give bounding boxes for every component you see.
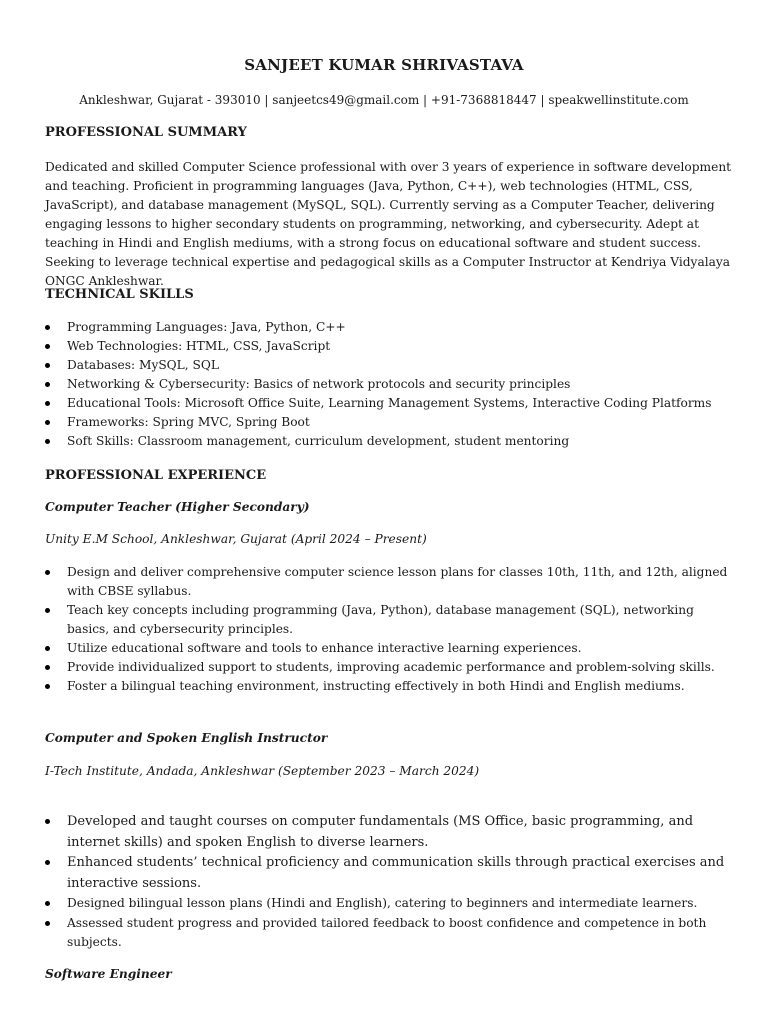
list-item: Teach key concepts including programming (Java, Python), database management (SQL), networking basics, and cybersecurity principles.: [45, 601, 734, 639]
job-role-1: Computer Teacher (Higher Secondary): [45, 500, 310, 514]
bullet-icon: [45, 570, 50, 575]
list-item: Web Technologies: HTML, CSS, JavaScript: [45, 337, 734, 356]
list-item: Enhanced students’ technical proficiency and communication skills through practical exercises and interactive sessions.: [45, 853, 734, 894]
bullet-icon: [45, 420, 50, 425]
list-item: Foster a bilingual teaching environment, instructing effectively in both Hindi and English mediums.: [45, 677, 734, 696]
job-org-1: Unity E.M School, Ankleshwar, Gujarat (April 2024 – Present): [45, 532, 427, 546]
list-item: Databases: MySQL, SQL: [45, 356, 734, 375]
skills-list: [45, 318, 734, 451]
bullet-icon: [45, 684, 50, 689]
bullet-icon: [45, 646, 50, 651]
bullet-icon: [45, 819, 50, 824]
list-item: Educational Tools: Microsoft Office Suite, Learning Management Systems, Interactive Coding Platforms: [45, 394, 734, 413]
summary-text: Dedicated and skilled Computer Science professional with over 3 years of experience in software development and teaching. Proficient in programming languages (Java, Python, C++), web technologies (HTML, CSS, JavaScript), and database management (MySQL, SQL). Currently serving as a Computer Teacher, delivering engaging lessons to higher secondary students on programming, networking, and cybersecurity. Adept at teaching in Hindi and English mediums, with a strong focus on educational software and student success. Seeking to leverage technical expertise and pedagogical skills as a Computer Instructor at Kendriya Vidyalaya ONGC Ankleshwar.: [45, 160, 732, 288]
list-item: Design and deliver comprehensive computer science lesson plans for classes 10th, 11th, and 12th, aligned with CBSE syllabus.: [45, 563, 734, 601]
bullet-icon: [45, 363, 50, 368]
list-item: Networking & Cybersecurity: Basics of network protocols and security principles: [45, 375, 734, 394]
list-item: Designed bilingual lesson plans (Hindi and English), catering to beginners and intermediate learners.: [45, 894, 734, 914]
job-role-3: Software Engineer: [45, 967, 172, 981]
bullet-icon: [45, 860, 50, 865]
bullet-icon: [45, 608, 50, 613]
experience-heading: PROFESSIONAL EXPERIENCE: [45, 468, 267, 483]
list-item: Developed and taught courses on computer fundamentals (MS Office, basic programming, and internet skills) and spoken English to diverse learners.: [45, 812, 734, 853]
list-item: Frameworks: Spring MVC, Spring Boot: [45, 413, 734, 432]
list-item: Utilize educational software and tools to enhance interactive learning experiences.: [45, 639, 734, 658]
list-item: Soft Skills: Classroom management, curriculum development, student mentoring: [45, 432, 734, 451]
bullet-icon: [45, 901, 50, 906]
job-role-2: Computer and Spoken English Instructor: [45, 731, 328, 745]
bullet-icon: [45, 921, 50, 926]
summary-heading: PROFESSIONAL SUMMARY: [45, 125, 247, 140]
bullet-icon: [45, 439, 50, 444]
job-bullets-2: [45, 812, 734, 953]
list-item: Assessed student progress and provided tailored feedback to boost confidence and competence in both subjects.: [45, 914, 734, 953]
list-item: Provide individualized support to students, improving academic performance and problem-solving skills.: [45, 658, 734, 677]
skills-heading: TECHNICAL SKILLS: [45, 287, 194, 302]
bullet-icon: [45, 665, 50, 670]
contact-line: Ankleshwar, Gujarat - 393010 | sanjeetcs49@gmail.com | +91-7368818447 | speakwellinstitute.com: [79, 93, 689, 107]
bullet-icon: [45, 344, 50, 349]
bullet-icon: [45, 401, 50, 406]
list-item: Programming Languages: Java, Python, C++: [45, 318, 734, 337]
bullet-icon: [45, 382, 50, 387]
candidate-name: SANJEET KUMAR SHRIVASTAVA: [244, 56, 524, 74]
job-org-2: I-Tech Institute, Andada, Ankleshwar (September 2023 – March 2024): [45, 764, 480, 778]
job-bullets-1: [45, 563, 734, 696]
bullet-icon: [45, 325, 50, 330]
